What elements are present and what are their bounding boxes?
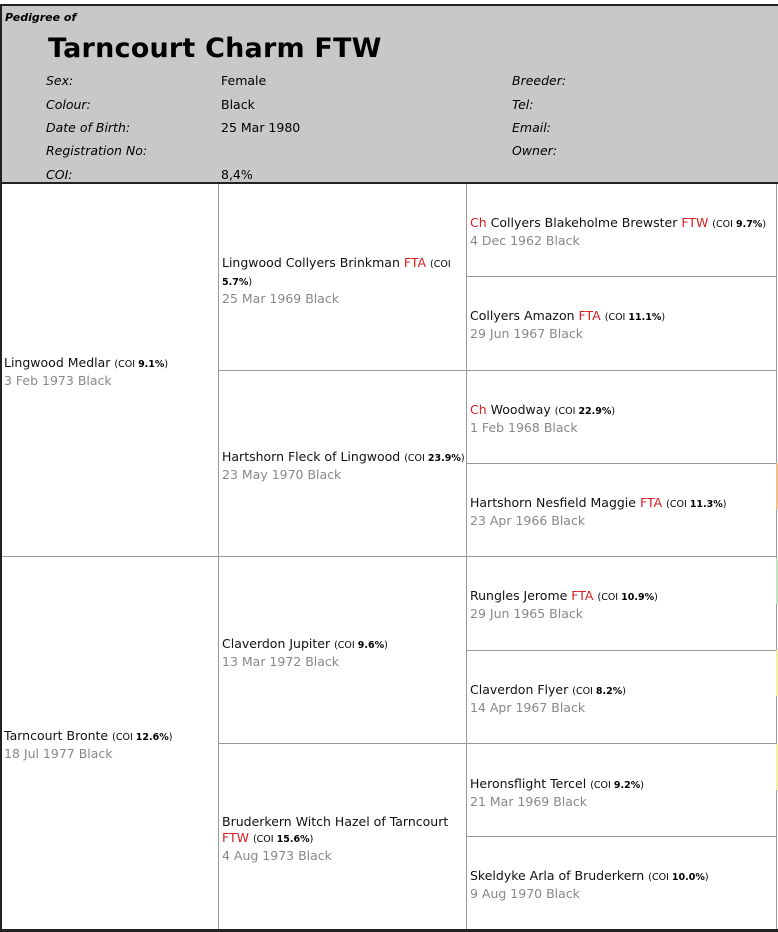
coi-value: 11.1% bbox=[628, 312, 662, 323]
coi-value: 10.9% bbox=[621, 592, 655, 603]
colour-label: Colour: bbox=[46, 97, 91, 112]
great-grandparent-name[interactable]: Claverdon Flyer bbox=[470, 682, 569, 697]
great-grandparent-details: 23 Apr 1966 Black bbox=[470, 513, 586, 528]
coi-label: COI: bbox=[46, 167, 73, 182]
colour-value: Black bbox=[221, 97, 255, 112]
grandparent-cell: Bruderkern Witch Hazel of Tarncourt FTW (COI 15.6%) 4 Aug 1973 Black bbox=[219, 744, 467, 931]
coi-prefix: COI bbox=[601, 592, 619, 603]
parent-details: 3 Feb 1973 Black bbox=[4, 373, 112, 388]
grandparent-name[interactable]: Lingwood Collyers Brinkman bbox=[222, 255, 400, 270]
coi-value: 8,4% bbox=[221, 167, 253, 182]
grandparent-name[interactable]: Bruderkern Witch Hazel of Tarncourt bbox=[222, 814, 449, 829]
dob-label: Date of Birth: bbox=[46, 120, 131, 135]
great-grandparent-cell: Rungles Jerome FTA (COI 10.9%) 29 Jun 1965 Black bbox=[467, 557, 777, 651]
coi-value: 12.6% bbox=[135, 732, 169, 743]
pedigree-of-label: Pedigree of bbox=[5, 11, 77, 24]
coi-value: 9.6% bbox=[357, 640, 385, 651]
email-label: Email: bbox=[512, 120, 551, 135]
coi-prefix: COI bbox=[256, 834, 274, 845]
great-grandparent-name[interactable]: Skeldyke Arla of Bruderkern bbox=[470, 868, 645, 883]
grandparent-details: 4 Aug 1973 Black bbox=[222, 848, 332, 863]
coi-value: 10.0% bbox=[671, 872, 705, 883]
registration-label: Registration No: bbox=[46, 143, 148, 158]
great-grandparent-cell: Hartshorn Nesfield Maggie FTA (COI 11.3%) 23 Apr 1966 Black bbox=[467, 464, 777, 557]
coi-prefix: COI bbox=[118, 359, 136, 370]
breeder-label: Breeder: bbox=[512, 73, 567, 88]
parent-cell-sire: Lingwood Medlar (COI 9.1%) 3 Feb 1973 Black bbox=[0, 184, 219, 557]
sex-value: Female bbox=[221, 73, 267, 88]
title-prefix: Ch bbox=[470, 215, 487, 230]
title-suffix: FTW bbox=[222, 830, 249, 845]
coi-prefix: COI bbox=[593, 780, 611, 791]
coi-value: 11.3% bbox=[689, 499, 723, 510]
great-grandparent-name[interactable]: Collyers Blakeholme Brewster bbox=[490, 215, 678, 230]
great-grandparent-name[interactable]: Woodway bbox=[490, 402, 551, 417]
coi-value: 15.6% bbox=[276, 834, 310, 845]
great-grandparent-cell: Claverdon Flyer (COI 8.2%) 14 Apr 1967 Black bbox=[467, 651, 777, 744]
dog-name-title: Tarncourt Charm FTW bbox=[48, 33, 382, 64]
great-grandparent-details: 1 Feb 1968 Black bbox=[470, 420, 578, 435]
parent-cell-dam: Tarncourt Bronte (COI 12.6%) 18 Jul 1977 Black bbox=[0, 557, 219, 931]
great-grandparent-details: 4 Dec 1962 Black bbox=[470, 233, 580, 248]
great-grandparent-cell: Ch Woodway (COI 22.9%) 1 Feb 1968 Black bbox=[467, 371, 777, 464]
great-grandparent-name[interactable]: Collyers Amazon bbox=[470, 308, 575, 323]
great-grandparent-cell: Heronsflight Tercel (COI 9.2%) 21 Mar 1969 Black bbox=[467, 744, 777, 837]
grandparent-details: 13 Mar 1972 Black bbox=[222, 654, 340, 669]
grandparent-name[interactable]: Claverdon Jupiter bbox=[222, 636, 331, 651]
great-grandparent-details: 21 Mar 1969 Black bbox=[470, 794, 588, 809]
grandparent-cell: Claverdon Jupiter (COI 9.6%) 13 Mar 1972 Black bbox=[219, 557, 467, 744]
parent-details: 18 Jul 1977 Black bbox=[4, 746, 113, 761]
title-suffix: FTA bbox=[578, 308, 601, 323]
coi-value: 9.2% bbox=[613, 780, 641, 791]
grandparent-cell: Hartshorn Fleck of Lingwood (COI 23.9%) 23 May 1970 Black bbox=[219, 371, 467, 557]
coi-value: 9.1% bbox=[138, 359, 165, 370]
title-suffix: FTA bbox=[639, 495, 663, 510]
parent-name[interactable]: Tarncourt Bronte bbox=[4, 728, 109, 743]
great-grandparent-name[interactable]: Rungles Jerome bbox=[470, 588, 568, 603]
pedigree-grid bbox=[0, 184, 778, 931]
great-grandparent-name[interactable]: Hartshorn Nesfield Maggie bbox=[470, 495, 636, 510]
title-suffix: FTA bbox=[571, 588, 594, 603]
grandparent-details: 25 Mar 1969 Black bbox=[222, 291, 340, 306]
grandparent-cell: Lingwood Collyers Brinkman FTA (COI 5.7%) 25 Mar 1969 Black bbox=[219, 184, 467, 371]
title-suffix: FTW bbox=[681, 215, 709, 230]
great-grandparent-details: 14 Apr 1967 Black bbox=[470, 700, 586, 715]
coi-prefix: COI bbox=[433, 259, 451, 270]
tel-label: Tel: bbox=[512, 97, 534, 112]
coi-prefix: COI bbox=[608, 312, 626, 323]
coi-value: 9.7% bbox=[735, 219, 763, 230]
great-grandparent-details: 9 Aug 1970 Black bbox=[470, 886, 580, 901]
sex-label: Sex: bbox=[46, 73, 74, 88]
great-grandparent-cell: Skeldyke Arla of Bruderkern (COI 10.0%) 9 Aug 1970 Black bbox=[467, 837, 777, 931]
grandparent-details: 23 May 1970 Black bbox=[222, 467, 342, 482]
coi-prefix: COI bbox=[115, 732, 133, 743]
coi-prefix: COI bbox=[407, 453, 425, 464]
coi-prefix: COI bbox=[669, 499, 687, 510]
grandparent-name[interactable]: Hartshorn Fleck of Lingwood bbox=[222, 449, 401, 464]
left-border bbox=[0, 184, 2, 932]
coi-prefix: COI bbox=[558, 406, 576, 417]
coi-prefix: COI bbox=[337, 640, 355, 651]
coi-value: 22.9% bbox=[578, 406, 612, 417]
owner-label: Owner: bbox=[512, 143, 558, 158]
title-prefix: Ch bbox=[470, 402, 487, 417]
coi-prefix: COI bbox=[575, 686, 593, 697]
pedigree-header bbox=[0, 4, 778, 184]
great-grandparent-details: 29 Jun 1967 Black bbox=[470, 326, 583, 341]
great-grandparent-cell: Ch Collyers Blakeholme Brewster FTW (COI 9.7%) 4 Dec 1962 Black bbox=[467, 184, 777, 277]
coi-prefix: COI bbox=[651, 872, 669, 883]
coi-prefix: COI bbox=[716, 219, 733, 230]
great-grandparent-cell: Collyers Amazon FTA (COI 11.1%) 29 Jun 1967 Black bbox=[467, 277, 777, 371]
title-suffix: FTA bbox=[403, 255, 427, 270]
coi-value: 23.9% bbox=[427, 453, 461, 464]
coi-value: 8.2% bbox=[595, 686, 623, 697]
great-grandparent-details: 29 Jun 1965 Black bbox=[470, 606, 583, 621]
dob-value: 25 Mar 1980 bbox=[221, 120, 301, 135]
parent-name[interactable]: Lingwood Medlar bbox=[4, 355, 111, 370]
coi-value: 5.7% bbox=[222, 277, 249, 288]
great-grandparent-name[interactable]: Heronsflight Tercel bbox=[470, 776, 587, 791]
